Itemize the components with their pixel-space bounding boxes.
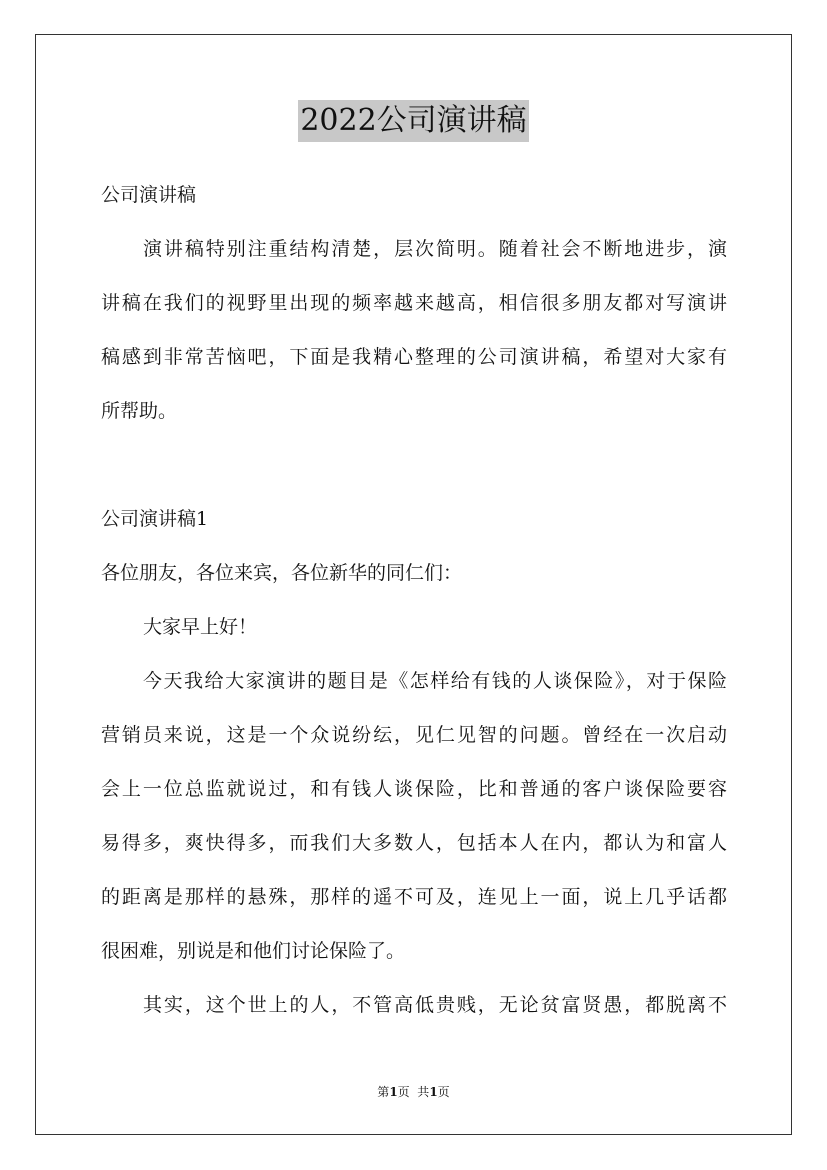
paragraph-line: 讲稿在我们的视野里出现的频率越来越高，相信很多朋友都对写演讲 bbox=[101, 292, 727, 314]
paragraph-line: 的距离是那样的悬殊，那样的遥不可及，连见上一面，说上几乎话都 bbox=[101, 886, 727, 908]
section-heading: 公司演讲稿1 bbox=[101, 508, 209, 530]
paragraph-line: 易得多，爽快得多，而我们大多数人，包括本人在内，都认为和富人 bbox=[101, 832, 727, 854]
total-page-number: 1 bbox=[429, 1085, 438, 1099]
paragraph-line: 所帮助。 bbox=[101, 400, 178, 422]
title-block bbox=[0, 100, 827, 142]
greeting-line: 大家早上好！ bbox=[143, 616, 258, 638]
paragraph-line: 演讲稿特别注重结构清楚，层次简明。随着社会不断地进步，演 bbox=[143, 238, 727, 260]
document-title: 2022公司演讲稿 bbox=[298, 100, 528, 142]
paragraph-line: 会上一位总监就说过，和有钱人谈保险，比和普通的客户谈保险要容 bbox=[101, 778, 727, 800]
salutation-line: 各位朋友，各位来宾，各位新华的同仁们： bbox=[101, 562, 463, 584]
paragraph-line: 很困难，别说是和他们讨论保险了。 bbox=[101, 940, 406, 962]
paragraph-line: 稿感到非常苦恼吧，下面是我精心整理的公司演讲稿，希望对大家有 bbox=[101, 346, 727, 368]
footer-suffix: 页 bbox=[437, 1085, 450, 1099]
footer-prefix: 第 bbox=[377, 1085, 390, 1099]
paragraph-line: 今天我给大家演讲的题目是《怎样给有钱的人谈保险》，对于保险 bbox=[143, 670, 727, 692]
paragraph-line: 营销员来说，这是一个众说纷纭，见仁见智的问题。曾经在一次启动 bbox=[101, 724, 727, 746]
section-heading: 公司演讲稿 bbox=[101, 184, 197, 206]
footer-mid: 页 共 bbox=[397, 1085, 430, 1099]
page-footer bbox=[0, 1083, 827, 1100]
blank-line bbox=[101, 438, 727, 492]
document-body bbox=[101, 168, 727, 1032]
paragraph-line: 其实，这个世上的人，不管高低贵贱，无论贫富贤愚，都脱离不 bbox=[143, 994, 727, 1016]
current-page-number: 1 bbox=[389, 1085, 398, 1099]
